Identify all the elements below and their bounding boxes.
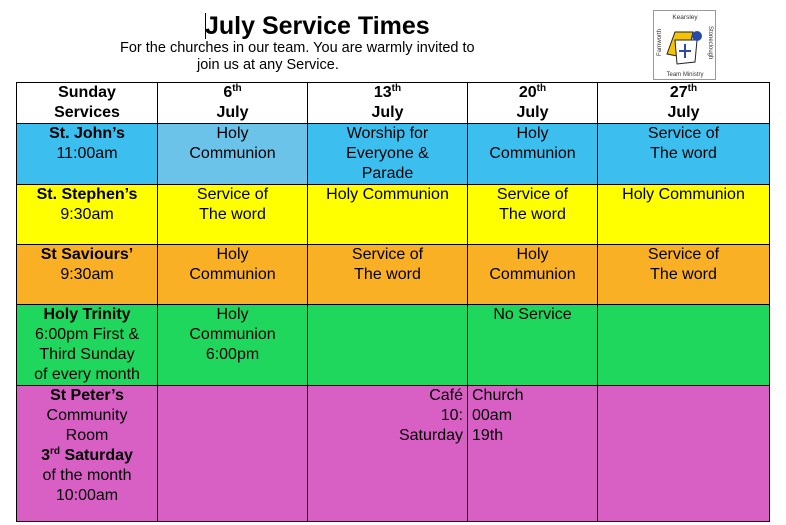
cell-holy-trinity-13th (308, 305, 468, 386)
service-times-table (16, 82, 770, 522)
church-holy-trinity: Holy Trinity 6:00pm First & Third Sunday of every month (17, 305, 158, 386)
cell-st-peters-13th: Café 10: Saturday (308, 386, 468, 522)
church-st-stephens: St. Stephen’s 9:30am (17, 185, 158, 245)
row-holy-trinity (17, 305, 770, 386)
cell-st-saviours-6th: Holy Communion (158, 245, 308, 305)
cell-st-stephens-20th: Service of The word (468, 185, 598, 245)
logo-top-text: Kearsley (672, 14, 698, 21)
row-st-saviours (17, 245, 770, 305)
church-st-saviours: St Saviours’ 9:30am (17, 245, 158, 305)
cell-st-stephens-27th: Holy Communion (598, 185, 770, 245)
cell-st-stephens-6th: Service of The word (158, 185, 308, 245)
row-st-peters (17, 386, 770, 522)
team-ministry-logo (653, 10, 716, 80)
subtitle-line-2: join us at any Service. (197, 57, 339, 73)
subtitle-line-1: For the churches in our team. You are warmly invited to (120, 40, 475, 56)
column-header-20th-july: 20th July (468, 83, 598, 124)
logo-right-text: Stoneclough (707, 26, 713, 60)
cell-st-peters-6th (158, 386, 308, 522)
cell-st-saviours-20th: Holy Communion (468, 245, 598, 305)
column-header-27th-july: 27th July (598, 83, 770, 124)
logo-bottom-text: Team Ministry (666, 72, 704, 78)
cell-st-johns-6th: Holy Communion (158, 124, 308, 185)
cell-st-saviours-13th: Service of The word (308, 245, 468, 305)
cell-st-stephens-13th: Holy Communion (308, 185, 468, 245)
table-header-row (17, 83, 770, 124)
row-st-johns (17, 124, 770, 185)
cell-st-saviours-27th: Service of The word (598, 245, 770, 305)
cell-st-johns-13th: Worship for Everyone & Parade (308, 124, 468, 185)
cell-st-peters-20th: Church 00am 19th (468, 386, 598, 522)
cell-st-peters-27th (598, 386, 770, 522)
column-header-6th-july: 6th July (158, 83, 308, 124)
page-title: July Service Times (205, 12, 430, 40)
cell-holy-trinity-6th: Holy Communion 6:00pm (158, 305, 308, 386)
cell-holy-trinity-20th: No Service (468, 305, 598, 386)
church-st-peters: St Peter’s Community Room 3rd Saturday of the month 10:00am (17, 386, 158, 522)
cell-st-johns-20th: Holy Communion (468, 124, 598, 185)
column-header-13th-july: 13th July (308, 83, 468, 124)
cell-st-johns-27th: Service of The word (598, 124, 770, 185)
corner-header: Sunday Services (17, 83, 158, 124)
row-st-stephens (17, 185, 770, 245)
cell-holy-trinity-27th (598, 305, 770, 386)
logo-left-text: Farnworth (657, 28, 663, 56)
church-st-johns: St. John’s 11:00am (17, 124, 158, 185)
